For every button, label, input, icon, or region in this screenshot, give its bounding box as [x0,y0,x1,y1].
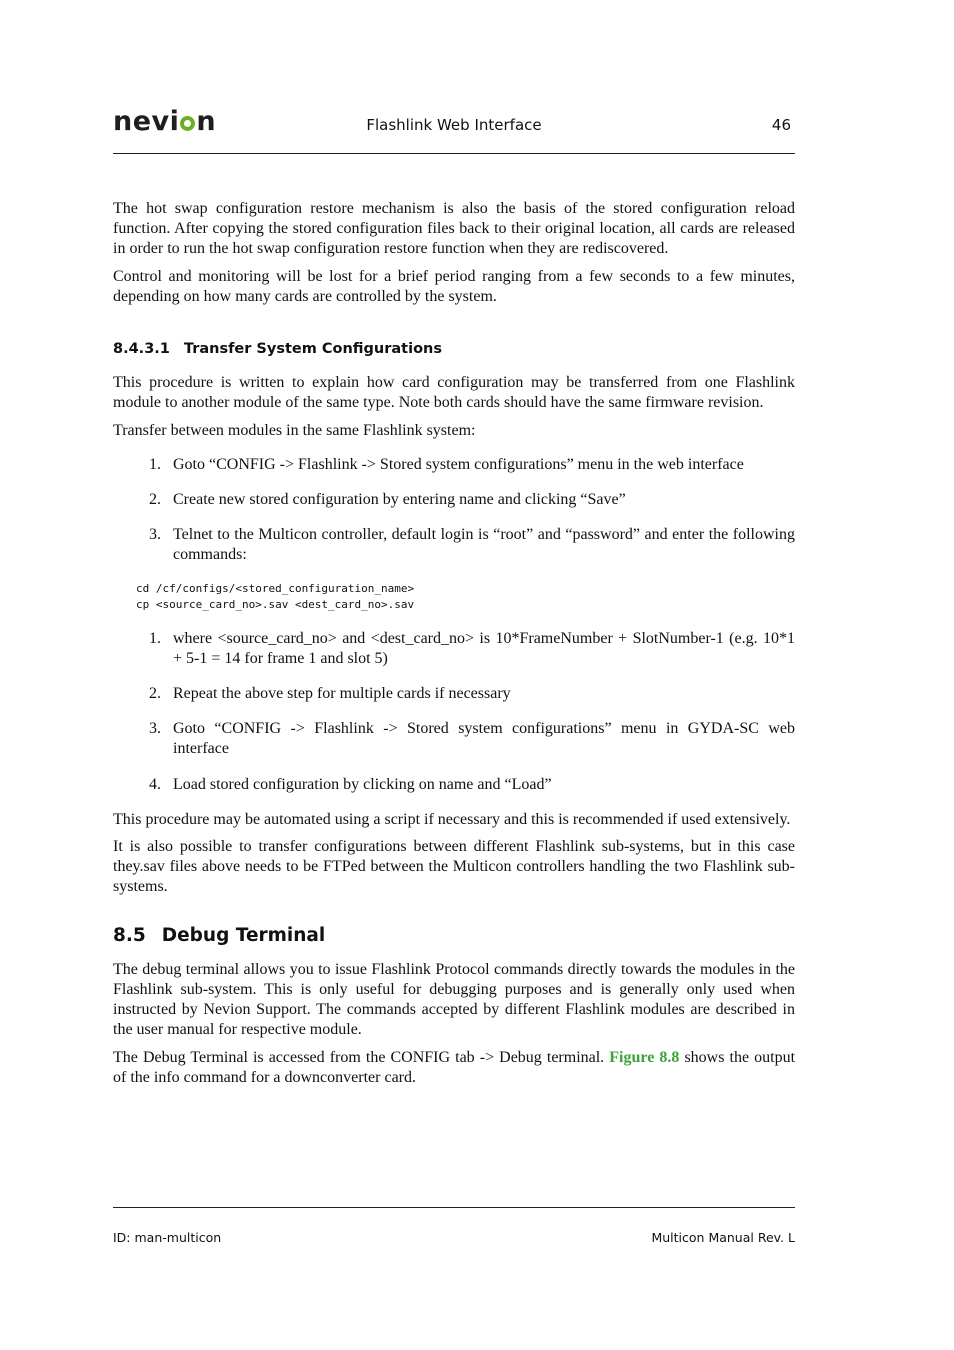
debug-text-before-link: The Debug Terminal is accessed from the CONFIG tab -> Debug terminal. [113,1048,605,1066]
transfer-paragraph-4: It is also possible to transfer configurations between different Flashlink sub-systems, but in this case they.sav files above needs to be FTPed between the Multicon controllers handling the two Flashlink sub-systems. [113,838,795,896]
list-item [113,719,795,759]
section-title: Debug Terminal [161,924,326,946]
transfer-paragraph-3: This procedure may be automated using a script if necessary and this is recommended if used extensively. [113,810,791,828]
intro-paragraph-1: The hot swap configuration restore mechanism is also the basis of the stored configuration reload function. After copying the stored configuration files back to their original location, all cards are released in order to run the hot swap configuration restore function when they are rediscovered. [113,200,795,258]
list-item [113,775,795,795]
list-text: Telnet to the Multicon controller, default login is “root” and “password” and enter the following commands: [173,526,795,564]
list-number: 4. [149,775,161,793]
transfer-paragraph-1: This procedure is written to explain how card configuration may be transferred from one Flashlink module to another module of the same type. Note both cards should have the same firmware revision. [113,374,795,412]
list-text: Goto “CONFIG -> Flashlink -> Stored system configurations” menu in the web interface [173,455,744,473]
list-item [113,455,795,475]
list-number: 3. [149,720,161,738]
section-heading-transfer [113,339,795,359]
figure-reference-link[interactable]: Figure 8.8 [609,1048,680,1066]
list-item [113,629,795,669]
list-text: where <source_card_no> and <dest_card_no> is 10*FrameNumber + SlotNumber-1 (e.g. 10*1 + 5-1 = 14 for frame 1 and slot 5) [173,629,795,667]
list-text: Goto “CONFIG -> Flashlink -> Stored system configurations” menu in GYDA-SC web interface [173,720,795,758]
footer-rule [113,1207,795,1208]
manual-revision: Multicon Manual Rev. L [651,1230,795,1245]
section-title: Transfer System Configurations [183,341,442,358]
page-number: 46 [771,116,791,134]
list-number: 1. [149,629,161,647]
list-item [113,490,795,510]
list-item [113,684,795,704]
logo-text-end: n [196,106,217,137]
document-id: ID: man-multicon [113,1230,222,1245]
list-item [113,525,795,565]
header-title: Flashlink Web Interface [366,116,542,134]
section-number: 8.4.3.1 [113,341,170,358]
header-rule [113,153,795,154]
section-number: 8.5 [113,924,146,946]
debug-text-after-link: shows the output of the info command for a downconverter card. [113,1048,796,1086]
code-line-cp: cp <source_card_no>.sav <dest_card_no>.sav [136,597,415,611]
list-number: 2. [149,685,161,703]
intro-paragraph-2: Control and monitoring will be lost for a brief period ranging from a few seconds to a few minutes, depending on how many cards are controlled by the system. [113,267,795,305]
section-heading-debug [113,926,795,946]
transfer-steps-list-continued [113,629,795,795]
code-line-cd: cd /cf/configs/<stored_configuration_name> [136,581,415,595]
logo-text-start: nevi [113,106,180,137]
transfer-paragraph-2: Transfer between modules in the same Flashlink system: [113,421,476,439]
code-block [136,581,795,613]
list-text: Repeat the above step for multiple cards if necessary [173,685,511,703]
page-header [113,108,795,140]
list-text: Load stored configuration by clicking on name and “Load” [173,775,552,793]
list-number: 2. [149,491,161,509]
list-text: Create new stored configuration by entering name and clicking “Save” [173,491,626,509]
debug-paragraph-1: The debug terminal allows you to issue Flashlink Protocol commands directly towards the modules in the Flashlink sub-system. This is only useful for debugging purposes and is generally only used when instructed by Nevion Support. The commands accepted by different Flashlink modules are described in the user manual for respective module. [113,960,795,1039]
list-number: 1. [149,455,161,473]
transfer-steps-list [113,455,795,566]
page-body [113,199,795,1095]
list-number: 3. [149,526,161,544]
debug-paragraph-2 [113,1048,795,1088]
